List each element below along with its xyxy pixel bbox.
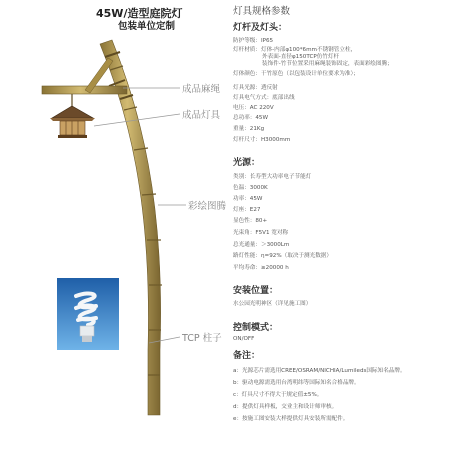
control-mode: ON/OFF <box>233 336 255 342</box>
section-pole-heading: 灯杆及灯头： <box>233 23 288 33</box>
pole-voltage: 电压：AC 220V <box>233 105 274 111</box>
cfl-bulb-icon <box>57 278 119 350</box>
light-power: 功率：45W <box>233 196 263 202</box>
note-c: c：灯具尺寸不得大于规定值±5%。 <box>233 392 323 398</box>
light-life: 平均寿命：≥20000 h <box>233 265 289 271</box>
section-notes-heading: 备注： <box>233 351 261 361</box>
page-title: 45W/造型庭院灯 <box>96 7 183 20</box>
section-install-heading: 安装位置： <box>233 286 279 296</box>
pole-color: 灯体颜色：干竹原色（以包装设计单位要求为准）； <box>233 71 359 77</box>
pole-size: 灯杆尺寸：H3000mm <box>233 137 291 143</box>
section-control-heading: 控制模式： <box>233 323 279 333</box>
note-b: b：驱动电源需选用台湾明纬等国际知名合格品牌。 <box>233 380 360 386</box>
pole-weight: 重量：21Kg <box>233 126 265 132</box>
note-a: a：光源芯片需选用CREE/OSRAM/NICHIA/Lumileds国际知名品牌。 <box>233 368 406 374</box>
pole-protection: 防护等级：IP65 <box>233 38 274 44</box>
pole-power: 总功率：45W <box>233 115 269 121</box>
light-flux: 总光通量：＞3000Lm <box>233 242 290 248</box>
spec-title: 灯具规格参数 <box>233 6 291 17</box>
light-beam: 光束角：F5V1 宽对称 <box>233 230 289 236</box>
note-d: d：提供灯具样板，交业主和设计师审核。 <box>233 404 338 410</box>
note-e: e：按施工图安装大样提供灯具安装所需配件。 <box>233 416 349 422</box>
light-type: 类别：长寿型大功率电子节能灯 <box>233 174 312 180</box>
section-light-heading: 光源： <box>233 158 261 168</box>
callout-pole: TCP 柱子 <box>182 333 222 344</box>
light-efficiency: 路灯性能：η=92%（取决于测光数据） <box>233 253 332 259</box>
pole-material-line2: 外表面-直径φ150TCP仿竹灯杆 <box>262 54 340 60</box>
pole-connection: 灯具电气方式：底部出线 <box>233 95 295 101</box>
light-color-temp: 色温：3000K <box>233 185 268 191</box>
callout-lamp: 成品灯具 <box>182 110 221 121</box>
lantern-icon <box>50 106 95 138</box>
bamboo-arm <box>42 86 127 94</box>
callout-rope: 成品麻绳 <box>182 84 221 95</box>
light-cri: 显色性：80+ <box>233 218 268 224</box>
page-subtitle: 包装单位定制 <box>118 21 176 32</box>
light-socket: 灯座：E27 <box>233 207 261 213</box>
pole-material-line3: 装饰件-竹节位置采用麻绳装饰固定，表面彩绘图腾； <box>262 61 393 67</box>
pole-light-source: 灯具光源：透反射 <box>233 85 278 91</box>
callout-totem: 彩绘图腾 <box>188 201 227 212</box>
pole-material-line1: 灯杆材质：灯体-内部φ100*6mm不锈钢管立柱， <box>233 47 357 53</box>
install-location: 水公园光明神区（详见施工图） <box>233 301 312 307</box>
